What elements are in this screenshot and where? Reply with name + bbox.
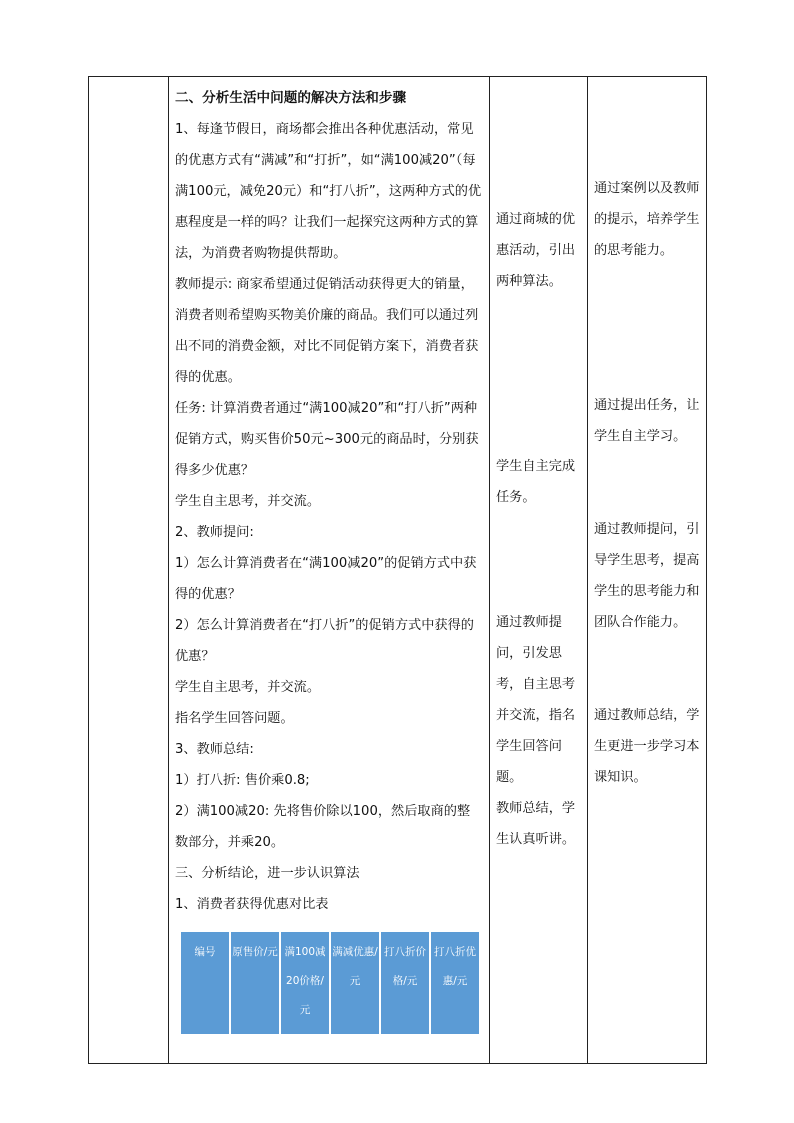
student-activity-3: 通过教师提问，引发思考，自主思考并交流，指名学生回答问题。 — [496, 615, 576, 785]
table-header-cell: 编号 — [181, 932, 229, 1034]
paragraph-student-think: 学生自主思考，并交流。 — [175, 494, 321, 509]
student-activity-cell — [490, 77, 588, 1064]
paragraph-task: 任务: 计算消费者通过“满100减20”和“打八折”两种促销方式，购买售价50元~300元的商品时，分别获得多少优惠？ — [175, 401, 479, 478]
discount-comparison-table — [179, 930, 481, 1036]
paragraph-question-2: 2）怎么计算消费者在“打八折”的促销方式中获得的优惠？ — [175, 618, 474, 664]
design-intent-3: 通过教师提问，引导学生思考，提高学生的思考能力和团队合作能力。 — [594, 522, 700, 630]
paragraph-summary-2: 2）满100减20: 先将售价除以100，然后取商的整数部分，并乘20。 — [175, 804, 471, 850]
teaching-content-cell — [169, 77, 490, 1064]
table-header-cell: 满100减20价格/元 — [281, 932, 329, 1034]
paragraph-teacher-hint: 教师提示: 商家希望通过促销活动获得更大的销量，消费者则希望购买物美价廉的商品。我们可以通过列出不同的消费金额，对比不同促销方案下，消费者获得的优惠。 — [175, 277, 479, 385]
student-activity-1: 通过商城的优惠活动，引出两种算法。 — [496, 212, 576, 289]
paragraph-summary-1: 1）打八折: 售价乘0.8; — [175, 773, 310, 788]
paragraph-answer: 指名学生回答问题。 — [175, 711, 294, 726]
paragraph-teacher-question-title: 2、教师提问: — [175, 525, 254, 540]
design-intent-4: 通过教师总结，学生更进一步学习本课知识。 — [594, 708, 700, 785]
table-header-row — [181, 932, 479, 1034]
section3-title: 三、分析结论，进一步认识算法 — [175, 866, 360, 881]
design-intent-cell — [588, 77, 707, 1064]
student-activity-2: 学生自主完成任务。 — [496, 459, 576, 505]
student-activity-4: 教师总结，学生认真听讲。 — [496, 801, 576, 847]
lesson-table — [88, 76, 707, 1064]
section2-title: 二、分析生活中问题的解决方法和步骤 — [175, 90, 407, 106]
table-header-cell: 打八折优惠/元 — [431, 932, 479, 1034]
paragraph-intro: 1、每逢节假日，商场都会推出各种优惠活动，常见的优惠方式有“满减”和“打折”，如“满100减20”（每满100元，减免20元）和“打八折”，这两种方式的优惠程度是一样的吗？让我们一起探究这两种方式的算法，为消费者购物提供帮助。 — [175, 122, 482, 261]
table-header-cell: 原售价/元 — [231, 932, 279, 1034]
paragraph-student-think-2: 学生自主思考，并交流。 — [175, 680, 321, 695]
paragraph-table-title: 1、消费者获得优惠对比表 — [175, 897, 329, 912]
design-intent-1: 通过案例以及教师的提示，培养学生的思考能力。 — [594, 181, 700, 258]
paragraph-summary-title: 3、教师总结: — [175, 742, 254, 757]
table-header-cell: 满减优惠/元 — [331, 932, 379, 1034]
empty-column-cell — [89, 77, 169, 1064]
paragraph-question-1: 1）怎么计算消费者在“满100减20”的促销方式中获得的优惠？ — [175, 556, 477, 602]
table-header-cell: 打八折价格/元 — [381, 932, 429, 1034]
design-intent-2: 通过提出任务，让学生自主学习。 — [594, 398, 700, 444]
